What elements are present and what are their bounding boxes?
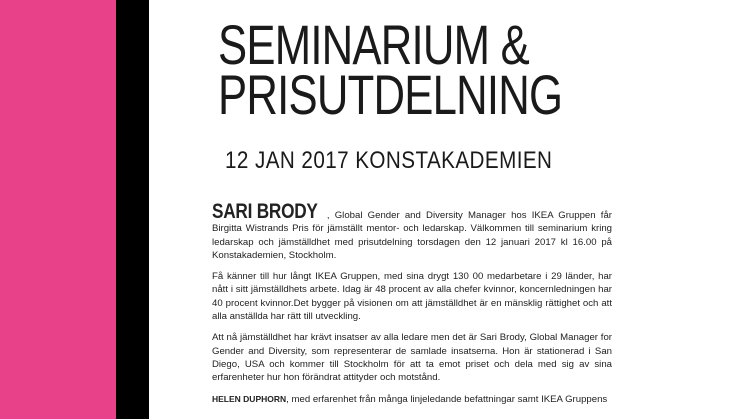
speaker-text: , med erfarenhet från många linjeledande befattningar samt IKEA Gruppens [286,393,608,405]
pink-side-band [0,0,116,419]
page-title [218,13,608,126]
intro-paragraph [212,200,612,262]
black-side-band [116,0,149,419]
document-page [200,0,720,419]
speaker-name: HELEN DUPHORN [212,393,287,404]
paragraph-3: Att nå jämställdhet har krävt insatser av alla ledare men det är Sari Brody, Global Manager for Gender and Diversity, som representerar de samlade insatserna. Hon är stationerad i San Diego, USA och kommer till Stockholm för att ta emot priset och dela med sig av sina erfarenheter hur hon förändrat attityder och motstånd. [212,332,612,384]
title-line-2: PRISUTDELNING [218,63,563,126]
intro-text: , Global Gender and Diversity Manager hos IKEA Gruppen får Birgitta Wistrands Pris för jämställt mentor- och ledarskap. Välkommen till seminarium kring ledarskap och jämställdhet med prisutdelning torsdagen den 12 januari 2017 kl 16.00 på Konstakademien, Stockholm. [212,210,612,261]
lead-name: SARI BRODY [212,200,318,223]
paragraph-2: Få känner till hur långt IKEA Gruppen, med sina drygt 130 00 medarbetare i 29 länder, har nått i sitt jämställdhets arbete. Idag är 48 procent av alla chefer kvinnor, koncernledningen har 40 procent kvinnor.Det bygger på visionen om att jämställdhet är en mänsklig rättighet och att alla anställda har rätt till utveckling. [212,271,612,323]
title-line-1: SEMINARIUM & [218,13,529,76]
paragraph-4 [212,393,612,406]
event-subtitle: 12 JAN 2017 KONSTAKADEMIEN [225,147,553,174]
body-text [212,200,612,414]
